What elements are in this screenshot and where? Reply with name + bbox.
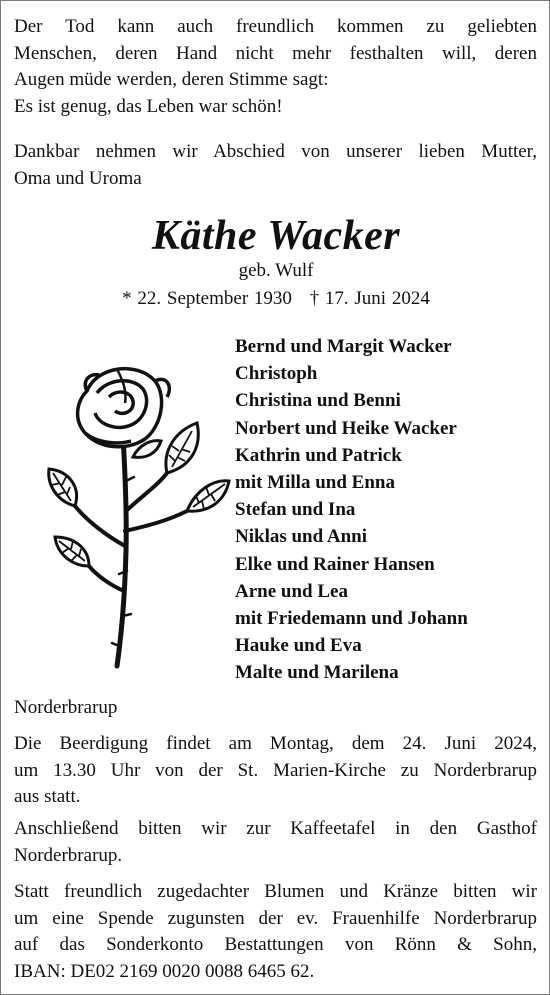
deceased-name: Käthe Wacker [151,213,401,259]
funeral-info [14,731,537,811]
maiden-name: geb. Wulf [238,260,314,281]
funeral-line: aus statt. [14,786,81,807]
donation-line: IBAN: DE02 2169 0020 0088 6465 62. [14,960,315,982]
town-name: Norderbrarup [14,697,118,718]
donation-line: Statt freundlich zugedachter Blumen und Kränze bitten wir [14,881,537,902]
birth-date: * 22. September 1930 [122,288,292,309]
family-member: Bernd und Margit Wacker [235,336,452,357]
funeral-line: um 13.30 Uhr von der St. Marien-Kirche zu Norderbrarup [14,759,537,781]
death-date: † 17. Juni 2024 [309,288,430,309]
family-member: Malte und Marilena [235,662,399,684]
family-member: Niklas und Anni [235,526,368,548]
intro-poem [14,14,537,120]
family-member: mit Milla und Enna [235,472,395,494]
family-list [235,333,535,687]
donation-line: um eine Spende zugunsten der ev. Frauenhilfe Norderbrarup [14,907,537,929]
family-member: Kathrin und Patrick [235,444,402,466]
family-member: Elke und Rainer Hansen [235,553,435,575]
rose-icon [27,361,232,671]
coffee-line: Anschließend bitten wir zur Kaffeetafel in den Gasthof [14,818,537,839]
donation-line: auf das Sonderkonto Bestattungen von Rönn & Sohn, [14,934,537,955]
donation-info [14,879,537,985]
family-member: Christina und Benni [235,390,401,412]
coffee-line: Norderbrarup. [14,844,123,866]
intro-line: Menschen, deren Hand nicht mehr festhalten will, deren [14,42,537,64]
funeral-line: Die Beerdigung findet am Montag, dem 24. Juni 2024, [14,733,537,754]
intro-line: Der Tod kann auch freundlich kommen zu geliebten [14,16,537,37]
life-dates [1,287,550,311]
family-member: Hauke und Eva [235,635,362,657]
coffee-info [14,816,537,869]
intro-line: Augen müde werden, deren Stimme sagt: [14,69,329,90]
intro-line: Es ist genug, das Leben war schön! [14,95,283,117]
farewell-text [14,139,537,192]
farewell-line: Dankbar nehmen wir Abschied von unserer lieben Mutter, [14,141,537,162]
farewell-line: Oma und Uroma [14,167,142,189]
family-member: Stefan und Ina [235,499,356,521]
family-member: Christoph [235,363,318,385]
family-member: Arne und Lea [235,580,348,602]
family-member: mit Friedemann und Johann [235,608,468,630]
family-member: Norbert und Heike Wacker [235,417,457,439]
